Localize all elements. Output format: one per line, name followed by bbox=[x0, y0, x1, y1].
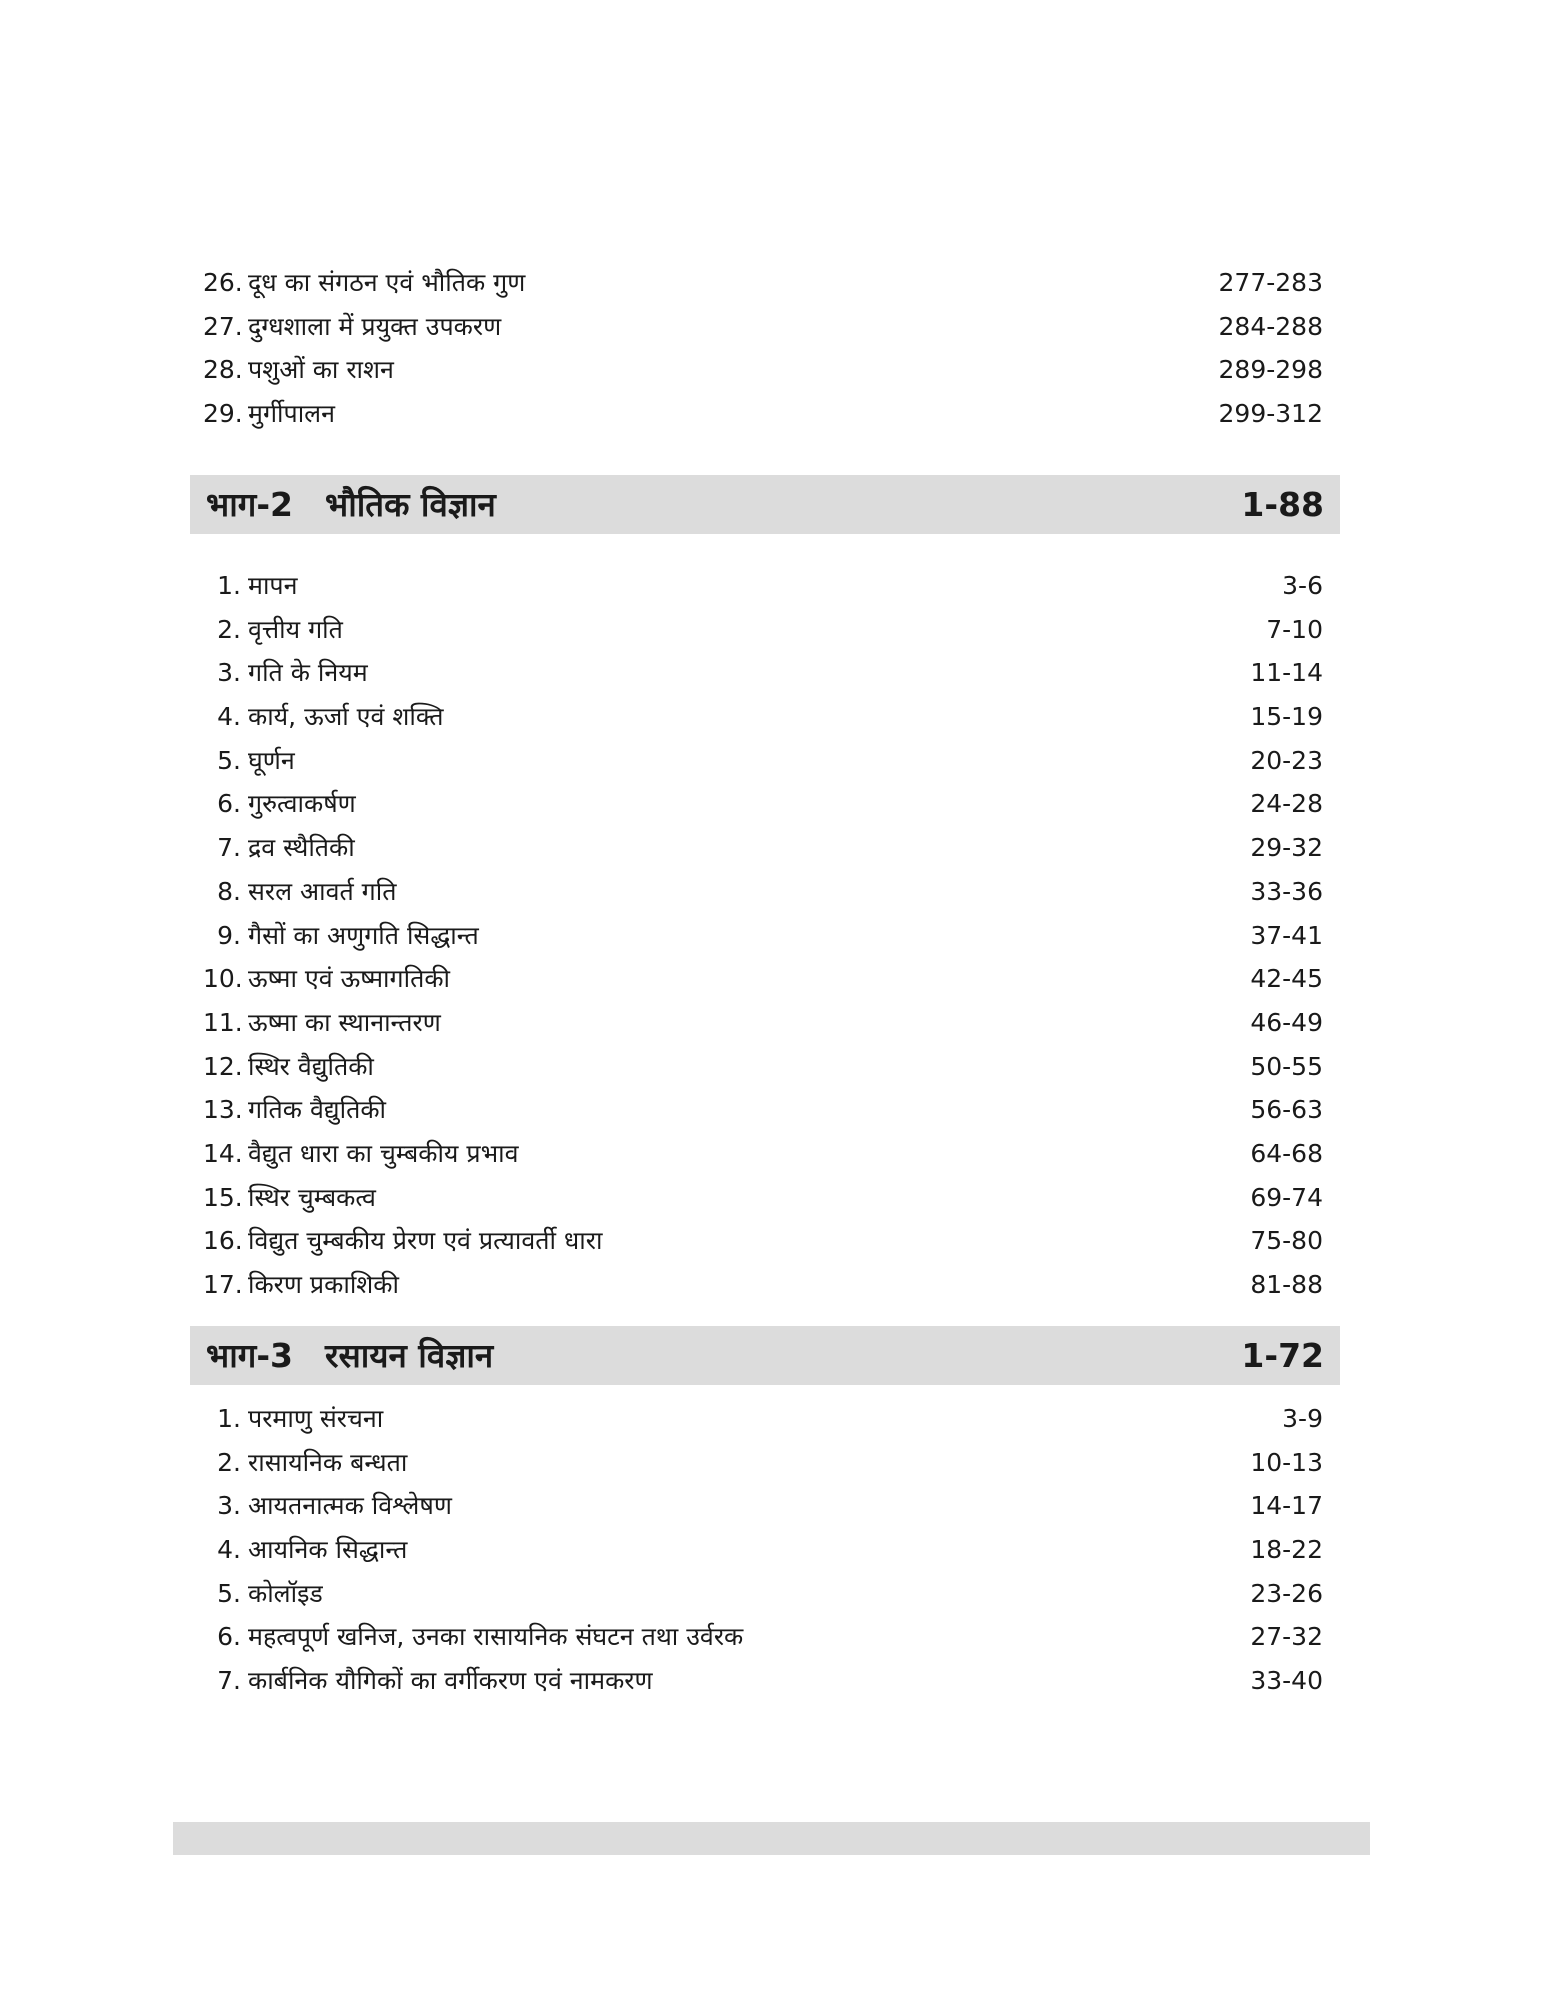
entry-title: गति के नियम bbox=[248, 658, 368, 688]
toc-list-part2 bbox=[203, 564, 1323, 1307]
toc-entry bbox=[203, 564, 1323, 608]
toc-entry bbox=[203, 305, 1323, 349]
entry-number: 6. bbox=[217, 1622, 241, 1652]
toc-list-part1 bbox=[203, 261, 1323, 436]
section-page-range: 1-72 bbox=[1241, 1336, 1324, 1375]
entry-pages: 81-88 bbox=[1250, 1270, 1323, 1299]
toc-entry bbox=[203, 1615, 1323, 1659]
entry-pages: 69-74 bbox=[1250, 1182, 1323, 1212]
toc-entry bbox=[203, 348, 1323, 392]
toc-entry bbox=[203, 1397, 1323, 1441]
section-title: भौतिक विज्ञान bbox=[325, 485, 496, 524]
entry-title: रासायनिक बन्धता bbox=[248, 1447, 408, 1477]
entry-pages: 50-55 bbox=[1250, 1051, 1323, 1081]
entry-pages: 24-28 bbox=[1250, 789, 1323, 819]
entry-title: कोलॉइड bbox=[248, 1578, 323, 1608]
toc-entry bbox=[203, 1441, 1323, 1485]
toc-entry bbox=[203, 1176, 1323, 1220]
entry-pages: 27-32 bbox=[1250, 1622, 1323, 1652]
toc-entry bbox=[203, 826, 1323, 870]
entry-number: 17. bbox=[203, 1270, 243, 1299]
entry-number: 11. bbox=[203, 1007, 243, 1037]
entry-pages: 42-45 bbox=[1250, 964, 1323, 994]
entry-number: 8. bbox=[217, 876, 241, 906]
toc-entry bbox=[203, 651, 1323, 695]
toc-entry bbox=[203, 1528, 1323, 1572]
entry-pages: 75-80 bbox=[1250, 1226, 1323, 1256]
entry-title: गुरुत्वाकर्षण bbox=[248, 789, 356, 819]
entry-title: दुग्धशाला में प्रयुक्त उपकरण bbox=[248, 311, 502, 341]
entry-number: 2. bbox=[217, 1447, 241, 1477]
entry-number: 7. bbox=[217, 1666, 241, 1696]
entry-number: 13. bbox=[203, 1095, 243, 1125]
entry-title: स्थिर वैद्युतिकी bbox=[248, 1051, 374, 1081]
entry-pages: 10-13 bbox=[1250, 1447, 1323, 1477]
entry-title: ऊष्मा का स्थानान्तरण bbox=[248, 1007, 441, 1037]
entry-pages: 277-283 bbox=[1218, 268, 1323, 297]
entry-title: आयनिक सिद्धान्त bbox=[248, 1535, 408, 1565]
entry-number: 3. bbox=[217, 1491, 241, 1521]
entry-pages: 11-14 bbox=[1250, 658, 1323, 688]
entry-pages: 15-19 bbox=[1250, 702, 1323, 732]
toc-entry bbox=[203, 695, 1323, 739]
entry-number: 27. bbox=[203, 311, 243, 341]
toc-entry bbox=[203, 1001, 1323, 1045]
entry-number: 4. bbox=[217, 1535, 241, 1565]
entry-number: 12. bbox=[203, 1051, 243, 1081]
toc-entry bbox=[203, 1045, 1323, 1089]
entry-number: 10. bbox=[203, 964, 243, 994]
entry-title: दूध का संगठन एवं भौतिक गुण bbox=[248, 268, 526, 297]
entry-pages: 20-23 bbox=[1250, 745, 1323, 775]
toc-entry bbox=[203, 608, 1323, 652]
entry-title: महत्वपूर्ण खनिज, उनका रासायनिक संघटन तथा उर्वरक bbox=[248, 1622, 744, 1652]
entry-title: मापन bbox=[248, 571, 298, 600]
entry-pages: 33-40 bbox=[1250, 1666, 1323, 1696]
entry-title: वृत्तीय गति bbox=[248, 614, 343, 644]
entry-pages: 18-22 bbox=[1250, 1535, 1323, 1565]
toc-entry bbox=[203, 739, 1323, 783]
toc-entry bbox=[203, 914, 1323, 958]
entry-title: द्रव स्थैतिकी bbox=[248, 833, 355, 863]
entry-pages: 289-298 bbox=[1218, 355, 1323, 385]
toc-entry bbox=[203, 957, 1323, 1001]
entry-number: 26. bbox=[203, 268, 243, 297]
entry-number: 1. bbox=[217, 571, 241, 600]
entry-pages: 299-312 bbox=[1218, 399, 1323, 429]
entry-pages: 46-49 bbox=[1250, 1007, 1323, 1037]
entry-pages: 29-32 bbox=[1250, 833, 1323, 863]
entry-number: 16. bbox=[203, 1226, 243, 1256]
entry-pages: 56-63 bbox=[1250, 1095, 1323, 1125]
toc-entry bbox=[203, 782, 1323, 826]
entry-title: घूर्णन bbox=[248, 745, 295, 775]
entry-pages: 37-41 bbox=[1250, 920, 1323, 950]
entry-title: गैसों का अणुगति सिद्धान्त bbox=[248, 920, 479, 950]
entry-pages: 3-6 bbox=[1282, 571, 1323, 600]
entry-number: 14. bbox=[203, 1138, 243, 1168]
entry-number: 6. bbox=[217, 789, 241, 819]
entry-title: मुर्गीपालन bbox=[248, 399, 336, 429]
entry-title: कार्बनिक यौगिकों का वर्गीकरण एवं नामकरण bbox=[248, 1666, 653, 1696]
entry-number: 29. bbox=[203, 399, 243, 429]
toc-entry bbox=[203, 1088, 1323, 1132]
section-label: भाग-2 bbox=[206, 485, 293, 524]
entry-title: कार्य, ऊर्जा एवं शक्ति bbox=[248, 702, 444, 732]
section-header-part2 bbox=[190, 475, 1340, 534]
entry-number: 5. bbox=[217, 745, 241, 775]
toc-entry bbox=[203, 1219, 1323, 1263]
entry-number: 9. bbox=[217, 920, 241, 950]
entry-number: 1. bbox=[217, 1404, 241, 1433]
entry-pages: 33-36 bbox=[1250, 876, 1323, 906]
toc-entry bbox=[203, 392, 1323, 436]
entry-number: 7. bbox=[217, 833, 241, 863]
toc-list-part3 bbox=[203, 1397, 1323, 1703]
toc-entry bbox=[203, 1132, 1323, 1176]
entry-title: किरण प्रकाशिकी bbox=[248, 1270, 399, 1299]
entry-number: 4. bbox=[217, 702, 241, 732]
entry-number: 15. bbox=[203, 1182, 243, 1212]
entry-pages: 23-26 bbox=[1250, 1578, 1323, 1608]
footer-bar bbox=[173, 1822, 1370, 1855]
toc-entry bbox=[203, 870, 1323, 914]
entry-number: 5. bbox=[217, 1578, 241, 1608]
entry-number: 28. bbox=[203, 355, 243, 385]
entry-pages: 14-17 bbox=[1250, 1491, 1323, 1521]
entry-title: परमाणु संरचना bbox=[248, 1404, 384, 1433]
entry-title: विद्युत चुम्बकीय प्रेरण एवं प्रत्यावर्ती धारा bbox=[248, 1226, 603, 1256]
section-header-part3 bbox=[190, 1326, 1340, 1385]
section-label: भाग-3 bbox=[206, 1336, 293, 1375]
entry-pages: 64-68 bbox=[1250, 1138, 1323, 1168]
section-title: रसायन विज्ञान bbox=[325, 1336, 494, 1375]
toc-entry bbox=[203, 1659, 1323, 1703]
entry-title: सरल आवर्त गति bbox=[248, 876, 397, 906]
entry-title: स्थिर चुम्बकत्व bbox=[248, 1182, 376, 1212]
entry-number: 2. bbox=[217, 614, 241, 644]
entry-title: पशुओं का राशन bbox=[248, 355, 394, 385]
toc-entry bbox=[203, 1572, 1323, 1616]
entry-pages: 7-10 bbox=[1266, 614, 1323, 644]
entry-number: 3. bbox=[217, 658, 241, 688]
toc-entry bbox=[203, 1484, 1323, 1528]
section-page-range: 1-88 bbox=[1241, 485, 1324, 524]
entry-title: वैद्युत धारा का चुम्बकीय प्रभाव bbox=[248, 1138, 519, 1168]
entry-title: आयतनात्मक विश्लेषण bbox=[248, 1491, 452, 1521]
entry-pages: 284-288 bbox=[1218, 311, 1323, 341]
entry-title: ऊष्मा एवं ऊष्मागतिकी bbox=[248, 964, 450, 994]
entry-title: गतिक वैद्युतिकी bbox=[248, 1095, 386, 1125]
toc-entry bbox=[203, 261, 1323, 305]
toc-entry bbox=[203, 1263, 1323, 1307]
entry-pages: 3-9 bbox=[1282, 1404, 1323, 1433]
